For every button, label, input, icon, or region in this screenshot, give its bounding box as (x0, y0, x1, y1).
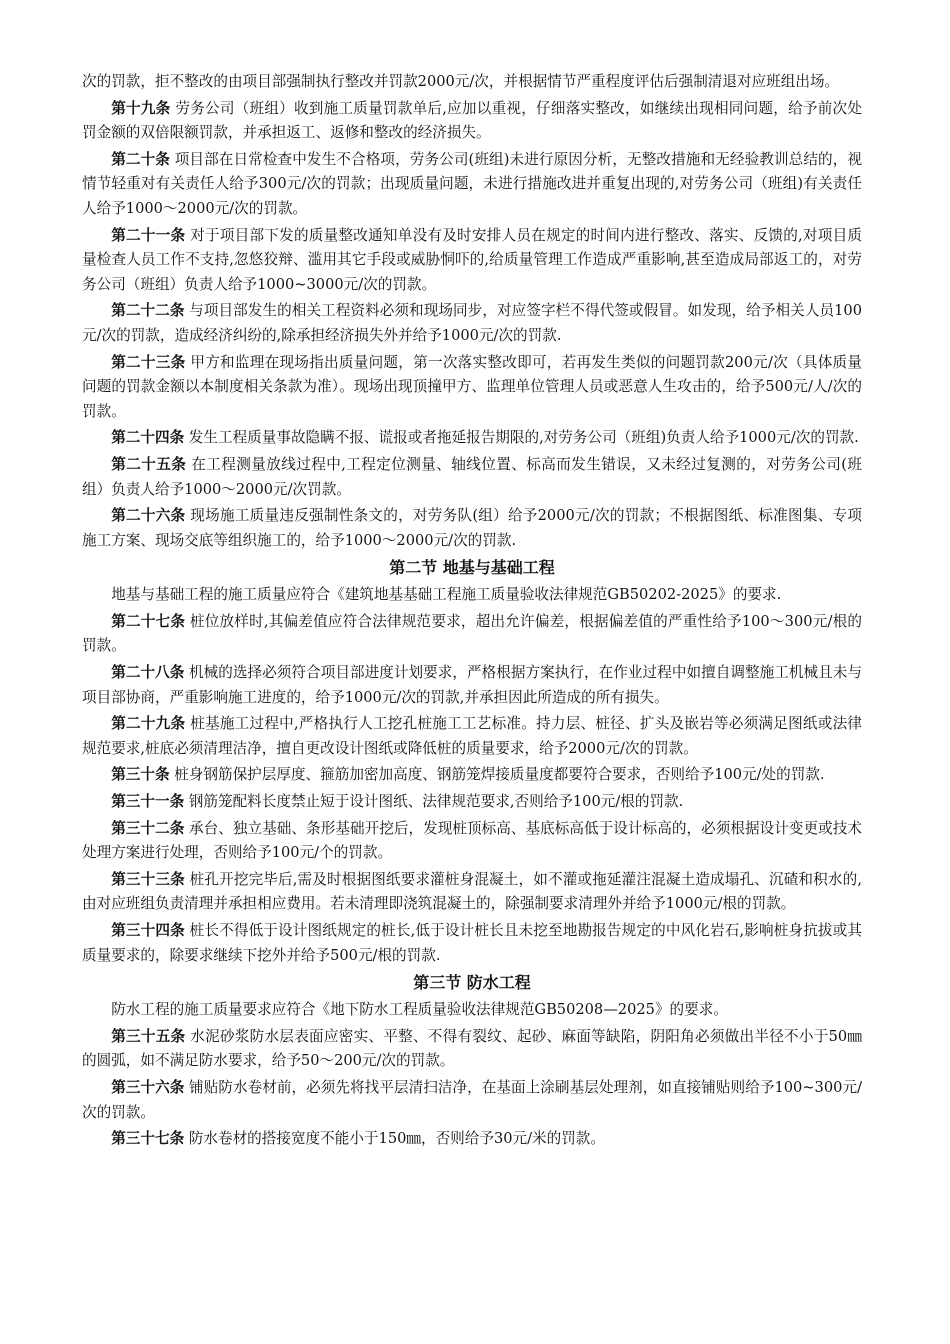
paragraph (82, 299, 862, 348)
paragraph-text: 在工程测量放线过程中,工程定位测量、轴线位置、标高而发生错误，又未经过复测的，对劳务公司(班组）负责人给予1000～2000元/次罚款。 (82, 455, 862, 498)
paragraph (82, 661, 862, 710)
paragraph-text: 发生工程质量事故隐瞒不报、谎报或者拖延报告期限的,对劳务公司（班组)负责人给予1000元/次的罚款. (184, 429, 859, 447)
paragraph (82, 504, 862, 553)
paragraph (82, 70, 862, 95)
article-number: 第十九条 (111, 99, 171, 117)
paragraph-text: 桩长不得低于设计图纸规定的桩长,低于设计桩长且未挖至地勘报告规定的中风化岩石,影响桩身抗拔或其质量要求的，除要求继续下挖外并给予500元/根的罚款. (82, 922, 862, 964)
paragraph (82, 453, 862, 502)
article-number: 第三十二条 (111, 819, 185, 837)
paragraph (82, 351, 862, 425)
paragraph-text: 与项目部发生的相关工程资料必须和现场同步，对应签字栏不得代签或假冒。如发现，给予相关人员100元/次的罚款，造成经济纠纷的,除承担经济损失外并给予1000元/次的罚款. (82, 302, 862, 344)
paragraph (82, 817, 862, 866)
paragraph (82, 1076, 862, 1125)
paragraph-text: 水泥砂浆防水层表面应密实、平整、不得有裂纹、起砂、麻面等缺陷，阴阳角必须做出半径不小于50㎜的圆弧，如不满足防水要求，给予50～200元/次的罚款。 (82, 1027, 862, 1070)
paragraph-text: 对于项目部下发的质量整改通知单没有及时安排人员在规定的时间内进行整改、落实、反馈的,对项目质量检查人员工作不支持,忽悠狡辩、滥用其它手段或威胁恫吓的,给质量管理工作造成严重影响,甚至造成局部返工的，对劳务公司（班组）负责人给予1000~3000元/次的罚款。 (82, 226, 862, 293)
paragraph (82, 712, 862, 761)
paragraph (82, 868, 862, 917)
article-number: 第三十三条 (111, 870, 185, 888)
paragraph (82, 1025, 862, 1074)
paragraph-text: 桩身钢筋保护层厚度、箍筋加密加高度、钢筋笼焊接质量度都要符合要求，否则给予100元/处的罚款. (169, 766, 825, 784)
paragraph-text: 桩基施工过程中,严格执行人工挖孔桩施工工艺标准。持力层、桩径、扩头及嵌岩等必须满足图纸或法律规范要求,桩底必须清理洁净，擅自更改设计图纸或降低桩的质量要求，给予2000元/次的罚款。 (82, 715, 862, 757)
paragraph-text: 次的罚款，拒不整改的由项目部强制执行整改并罚款2000元/次，并根据情节严重程度评估后强制清退对应班组出场。 (82, 73, 840, 90)
paragraph-text: 防水卷材的搭接宽度不能小于150㎜，否则给予30元/米的罚款。 (184, 1130, 605, 1148)
paragraph (82, 97, 862, 146)
paragraph-text: 桩孔开挖完毕后,需及时根据图纸要求灌桩身混凝土，如不灌或拖延灌注混凝土造成塌孔、沉碴和积水的,由对应班组负责清理并承担相应费用。若未清理即浇筑混凝土的，除强制要求清理外并给予1000元/根的罚款。 (82, 870, 862, 913)
article-number: 第三十六条 (111, 1078, 185, 1096)
paragraph-text: 钢筋笼配料长度禁止短于设计图纸、法律规范要求,否则给予100元/根的罚款. (184, 793, 684, 811)
paragraph (82, 148, 862, 222)
paragraph (82, 1127, 862, 1152)
article-number: 第二十六条 (111, 507, 186, 525)
article-number: 第二十五条 (111, 455, 187, 473)
paragraph (82, 583, 862, 608)
paragraph-text: 地基与基础工程的施工质量应符合《建筑地基基础工程施工质量验收法律规范GB50202-2025》的要求. (111, 586, 782, 604)
paragraph (82, 224, 862, 298)
section-heading: 第二节 地基与基础工程 (389, 558, 555, 578)
article-number: 第二十三条 (111, 353, 186, 371)
paragraph-text: 项目部在日常检查中发生不合格项，劳务公司(班组)未进行原因分析，无整改措施和无经验教训总结的，视情节轻重对有关责任人给予300元/次的罚款；出现质量问题，未进行措施改进并重复出现的,对劳务公司（班组)有关责任人给予1000～2000元/次的罚款。 (82, 150, 862, 217)
paragraph (82, 790, 862, 815)
paragraph-text: 防水工程的施工质量要求应符合《地下防水工程质量验收法律规范GB50208—2025》的要求。 (111, 1001, 728, 1019)
article-number: 第三十一条 (111, 793, 185, 811)
article-number: 第二十八条 (111, 664, 185, 682)
article-number: 第二十一条 (111, 226, 186, 244)
paragraph (82, 426, 862, 451)
document-page (82, 70, 862, 1154)
article-number: 第二十条 (111, 150, 170, 168)
article-number: 第二十四条 (111, 429, 185, 447)
paragraph (82, 919, 862, 968)
article-number: 第二十七条 (111, 612, 186, 630)
article-number: 第三十七条 (111, 1130, 185, 1148)
article-number: 第二十二条 (111, 302, 185, 320)
paragraph-text: 劳务公司（班组）收到施工质量罚款单后,应加以重视，仔细落实整改，如继续出现相同问题，给予前次处罚金额的双倍限额罚款，并承担返工、返修和整改的经济损失。 (82, 99, 862, 142)
paragraph-text: 现场施工质量违反强制性条文的，对劳务队(组）给予2000元/次的罚款；不根据图纸、标准图集、专项施工方案、现场交底等组织施工的，给予1000～2000元/次的罚款. (82, 507, 862, 549)
article-number: 第三十四条 (111, 922, 185, 939)
paragraph-text: 甲方和监理在现场指出质量问题，第一次落实整改即可，若再发生类似的问题罚款200元/次（具体质量问题的罚款金额以本制度相关条款为准）。现场出现顶撞甲方、监理单位管理人员或恶意人生攻击的，给予500元/人/次的罚款。 (82, 353, 862, 420)
paragraph-text: 桩位放样时,其偏差值应符合法律规范要求，超出允许偏差，根据偏差值的严重性给予100～300元/根的罚款。 (82, 612, 862, 655)
paragraph-text: 承台、独立基础、条形基础开挖后，发现桩顶标高、基底标高低于设计标高的，必须根据设计变更或技术处理方案进行处理，否则给予100元/个的罚款。 (82, 819, 862, 862)
article-number: 第三十条 (111, 766, 170, 784)
paragraph (82, 610, 862, 659)
paragraph-text: 铺贴防水卷材前，必须先将找平层清扫洁净，在基面上涂刷基层处理剂，如直接铺贴则给予100~300元/次的罚款。 (82, 1078, 862, 1121)
paragraph (82, 998, 862, 1023)
article-number: 第二十九条 (111, 715, 186, 733)
paragraph-text: 机械的选择必须符合项目部进度计划要求，严格根据方案执行，在作业过程中如擅自调整施工机械且未与项目部协商，严重影响施工进度的，给予1000元/次的罚款,并承担因此所造成的所有损失。 (82, 664, 862, 706)
article-number: 第三十五条 (111, 1027, 186, 1045)
paragraph (82, 763, 862, 788)
section-heading: 第三节 防水工程 (413, 973, 531, 993)
